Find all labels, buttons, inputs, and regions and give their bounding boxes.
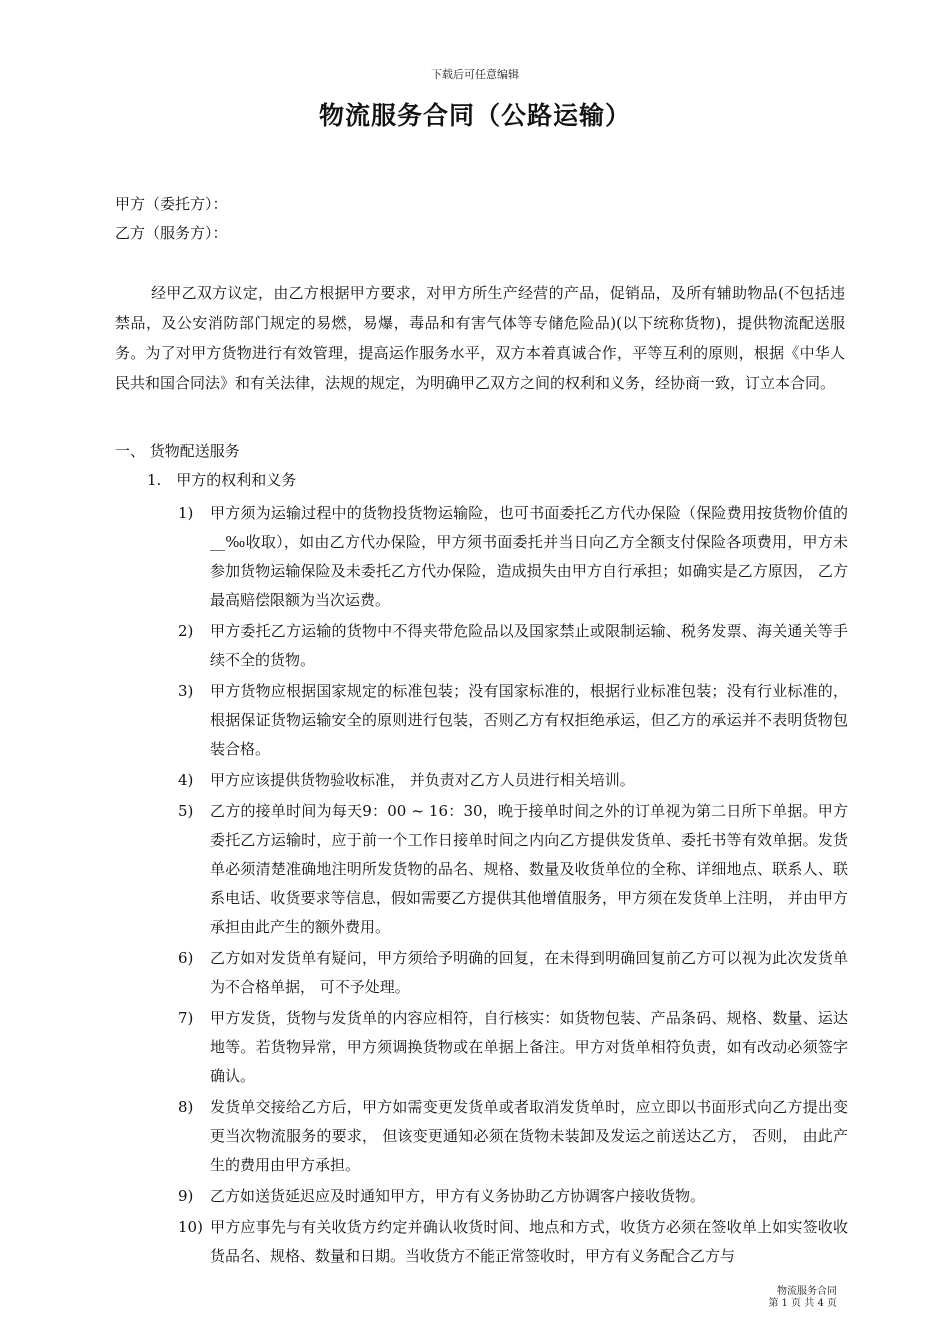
list-item	[178, 944, 848, 1002]
header-note: 下载后可任意编辑	[431, 68, 519, 81]
item-number: 4)	[178, 771, 194, 789]
list-item	[178, 1213, 848, 1271]
item-text: 甲方应事先与有关收货方约定并确认收货时间、地点和方式，收货方必须在签收单上如实签收收货品名、规格、数量和日期。当收货方不能正常签收时，甲方有义务配合乙方与	[210, 1218, 848, 1265]
item-text: 甲方发货，货物与发货单的内容应相符，自行核实：如货物包装、产品条码、规格、数量、运达地等。若货物异常，甲方须调换货物或在单据上备注。甲方对货单相符负责，如有改动必须签字确认。	[210, 1009, 848, 1085]
subsection-heading: 1. 甲方的权利和义务	[147, 471, 297, 489]
section-heading: 一、 货物配送服务	[115, 442, 240, 460]
footer-title: 物流服务合同	[777, 1286, 837, 1297]
item-text: 甲方须为运输过程中的货物投货物运输险，也可书面委托乙方代办保险（保险费用按货物价值的__‰收取），如由乙方代办保险，甲方须书面委托并当日向乙方全额支付保险各项费用，甲方未参加货物运输保险及未委托乙方代办保险，造成损失由甲方自行承担；如确实是乙方原因， 乙方最高赔偿限额为当次运费。	[210, 504, 848, 609]
obligation-list	[178, 499, 848, 1273]
list-item	[178, 1004, 848, 1091]
item-text: 甲方应该提供货物验收标准， 并负责对乙方人员进行相关培训。	[210, 771, 635, 789]
party-b-line: 乙方（服务方）：	[115, 224, 228, 242]
list-item	[178, 1093, 848, 1180]
item-number: 7)	[178, 1009, 194, 1027]
item-text: 乙方如对发货单有疑问，甲方须给予明确的回复，在未得到明确回复前乙方可以视为此次发货单为不合格单据， 可不予处理。	[210, 949, 848, 996]
item-text: 甲方委托乙方运输的货物中不得夹带危险品以及国家禁止或限制运输、税务发票、海关通关等手续不全的货物。	[210, 622, 848, 669]
item-text: 甲方货物应根据国家规定的标准包装；没有国家标准的，根据行业标准包装；没有行业标准的，根据保证货物运输安全的原则进行包装，否则乙方有权拒绝承运，但乙方的承运并不表明货物包装合格。	[210, 682, 848, 758]
item-number: 6)	[178, 949, 194, 967]
party-a-line: 甲方（委托方）：	[115, 195, 228, 213]
item-text: 发货单交接给乙方后，甲方如需变更发货单或者取消发货单时，应立即以书面形式向乙方提出变更当次物流服务的要求， 但该变更通知必须在货物未装卸及发运之前送达乙方， 否则， 由此产生的费用由甲方承担。	[210, 1098, 848, 1174]
list-item	[178, 677, 848, 764]
document-title: 物流服务合同（公路运输）	[318, 101, 631, 130]
item-number: 10)	[178, 1218, 203, 1236]
list-item	[178, 499, 848, 615]
item-number: 9)	[178, 1187, 194, 1205]
item-number: 3)	[178, 682, 194, 700]
page-footer	[768, 1286, 837, 1310]
page-number: 第 1 页 共 4 页	[768, 1298, 837, 1309]
intro-paragraph: 经甲乙双方议定，由乙方根据甲方要求，对甲方所生产经营的产品，促销品，及所有辅助物品(不包括违禁品，及公安消防部门规定的易燃，易爆，毒品和有害气体等专储危险品)(以下统称货物)，提供物流配送服务。为了对甲方货物进行有效管理，提高运作服务水平，双方本着真诚合作，平等互利的原则，根据《中华人民共和国合同法》和有关法律，法规的规定，为明确甲乙双方之间的权利和义务，经协商一致，订立本合同。	[115, 284, 845, 392]
item-number: 2)	[178, 622, 194, 640]
item-text: 乙方的接单时间为每天9：00 ~ 16：30，晚于接单时间之外的订单视为第二日所下单据。甲方委托乙方运输时，应于前一个工作日接单时间之内向乙方提供发货单、委托书等有效单据。发货单必须清楚准确地注明所发货物的品名、规格、数量及收货单位的全称、详细地点、联系人、联系电话、收货要求等信息，假如需要乙方提供其他增值服务，甲方须在发货单上注明， 并由甲方承担由此产生的额外费用。	[210, 802, 848, 936]
item-number: 5)	[178, 802, 194, 820]
list-item	[178, 766, 848, 795]
list-item	[178, 1182, 848, 1211]
item-number: 8)	[178, 1098, 194, 1116]
item-text: 乙方如送货延迟应及时通知甲方，甲方有义务协助乙方协调客户接收货物。	[210, 1187, 706, 1205]
list-item	[178, 617, 848, 675]
list-item	[178, 797, 848, 942]
item-number: 1)	[178, 504, 194, 522]
